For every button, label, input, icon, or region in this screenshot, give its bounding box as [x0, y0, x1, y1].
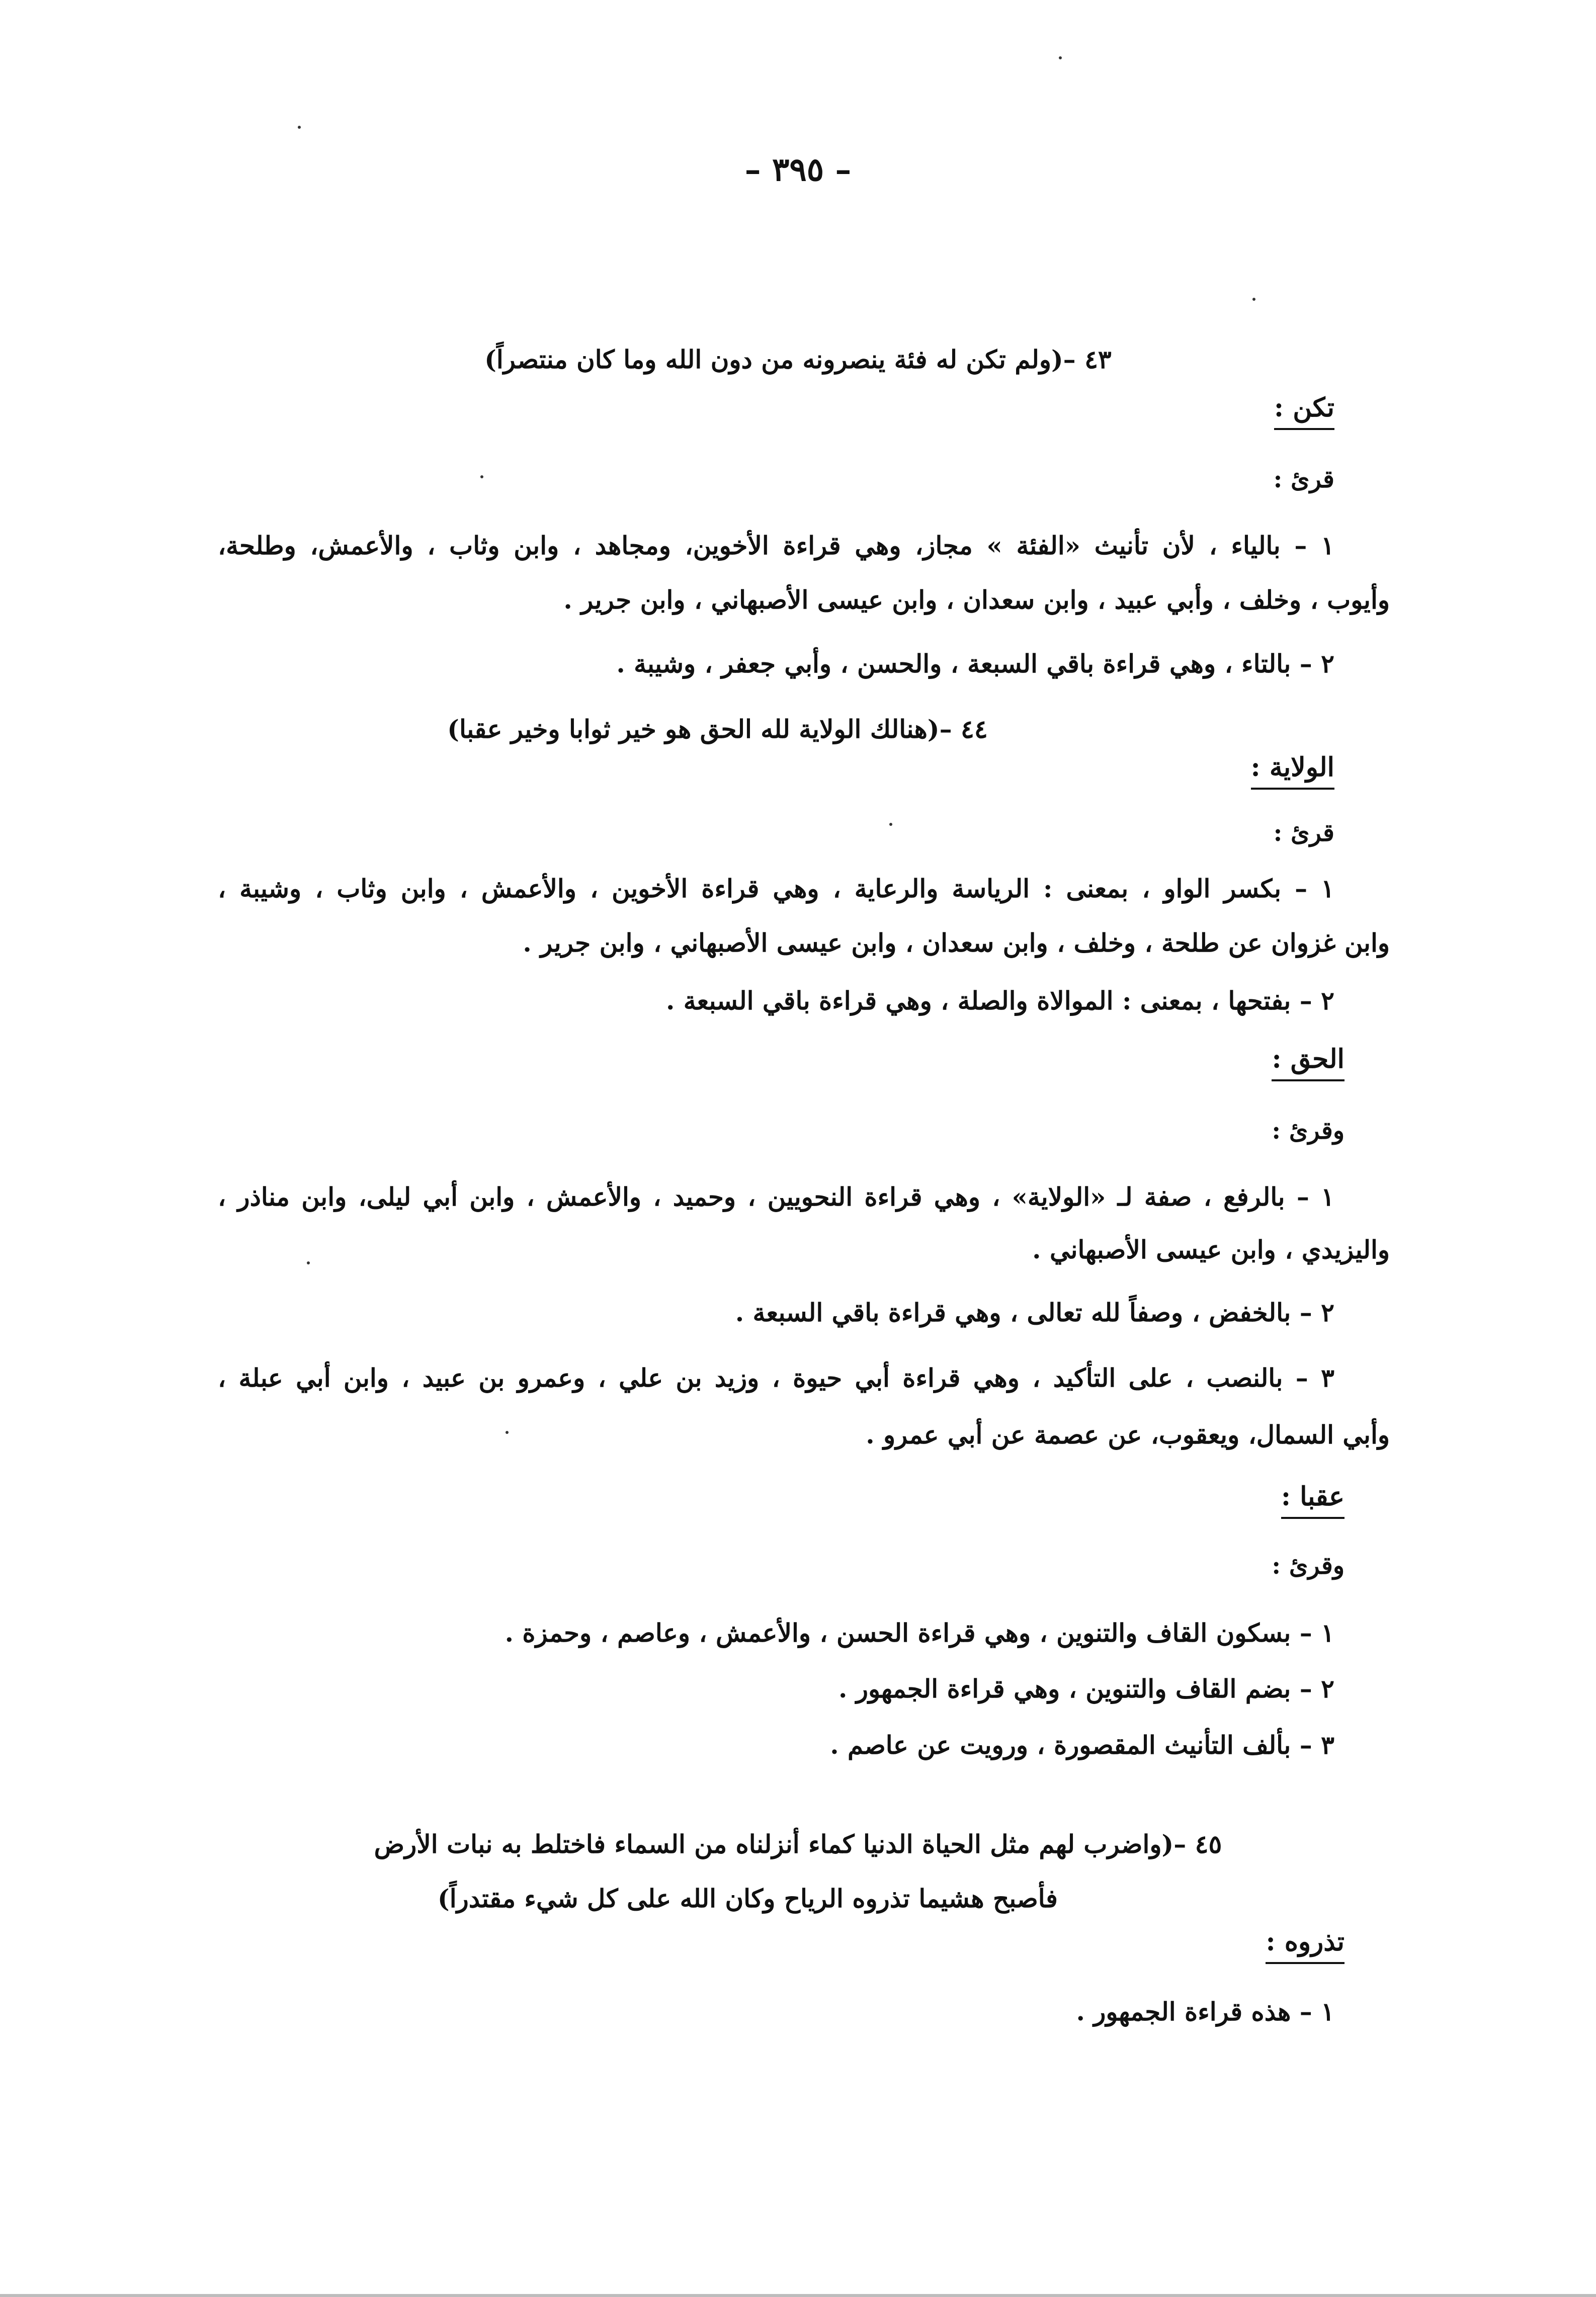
qurie-label: وقرئ :	[1272, 1552, 1345, 1580]
reading-line: ٢ – بالخفض ، وصفاً لله تعالى ، وهي قراءة باقي السبعة .	[735, 1298, 1334, 1327]
word-alhaq-heading: الحق :	[1272, 1044, 1345, 1081]
qurie-label: قرئ :	[1273, 819, 1334, 847]
scan-speck	[506, 1431, 509, 1434]
reading-line: ٢ – بفتحها ، بمعنى : الموالاة والصلة ، وهي قراءة باقي السبعة .	[665, 986, 1334, 1015]
word-uqba-heading: عقبا :	[1281, 1481, 1345, 1519]
reading-line: ١ – هذه قراءة الجمهور .	[1076, 1997, 1334, 2026]
scan-speck	[889, 823, 892, 826]
reading-line: وأيوب ، وخلف ، وأبي عبيد ، وابن سعدان ، وابن عيسى الأصبهاني ، وابن جرير .	[563, 585, 1390, 615]
reading-line: ١ – بالرفع ، صفة لـ «الولاية» ، وهي قراءة النحويين ، وحميد ، والأعمش ، وابن أبي ليلى، وابن مناذر ،	[218, 1182, 1334, 1212]
scan-speck	[307, 1261, 310, 1264]
reading-line: ١ – بالياء ، لأن تأنيث «الفئة » مجاز، وهي قراءة الأخوين، ومجاهد ، وابن وثاب ، والأعمش، وطلحة،	[218, 531, 1334, 560]
qurie-label: قرئ :	[1273, 465, 1334, 493]
verse-43-heading: ٤٣ –(ولم تكن له فئة ينصرونه من دون الله وما كان منتصراً)	[484, 345, 1112, 374]
word-tadhruhu-heading: تذروه :	[1266, 1926, 1345, 1964]
word-takun-heading: تكن :	[1274, 392, 1334, 430]
verse-44-heading: ٤٤ –(هنالك الولاية لله الحق هو خير ثوابا وخير عقبا)	[447, 714, 988, 744]
verse-45-heading-continued: فأصبح هشيما تذروه الرياح وكان الله على كل شيء مقتدراً)	[438, 1884, 1058, 1913]
scan-speck	[1252, 298, 1255, 301]
scan-speck	[1059, 56, 1062, 59]
scan-speck	[480, 475, 483, 478]
qurie-label: وقرئ :	[1272, 1117, 1345, 1145]
verse-45-heading: ٤٥ –(واضرب لهم مثل الحياة الدنيا كماء أنزلناه من السماء فاختلط به نبات الأرض	[374, 1829, 1222, 1859]
scan-bottom-edge	[0, 2294, 1596, 2297]
reading-line: وابن غزوان عن طلحة ، وخلف ، وابن سعدان ، وابن عيسى الأصبهاني ، وابن جرير .	[523, 928, 1390, 958]
word-wilaya-heading: الولاية :	[1251, 752, 1334, 790]
page-number: – ٣٩٥ –	[744, 151, 852, 189]
reading-line: وأبي السمال، ويعقوب، عن عصمة عن أبي عمرو .	[866, 1420, 1390, 1450]
reading-line: ١ – بكسر الواو ، بمعنى : الرياسة والرعاية ، وهي قراءة الأخوين ، والأعمش ، وابن وثاب ، وشيبة ،	[218, 874, 1334, 903]
reading-line: ٣ – بألف التأنيث المقصورة ، ورويت عن عاصم .	[830, 1730, 1334, 1760]
reading-line: ١ – بسكون القاف والتنوين ، وهي قراءة الحسن ، والأعمش ، وعاصم ، وحمزة .	[505, 1618, 1334, 1648]
reading-line: ٢ – بالتاء ، وهي قراءة باقي السبعة ، والحسن ، وأبي جعفر ، وشيبة .	[616, 649, 1334, 678]
scan-speck	[298, 126, 301, 129]
reading-line: ٣ – بالنصب ، على التأكيد ، وهي قراءة أبي حيوة ، وزيد بن علي ، وعمرو بن عبيد ، وابن أبي عبلة ،	[218, 1363, 1334, 1393]
reading-line: ٢ – بضم القاف والتنوين ، وهي قراءة الجمهور .	[838, 1674, 1334, 1704]
reading-line: واليزيدي ، وابن عيسى الأصبهاني .	[1032, 1235, 1390, 1264]
